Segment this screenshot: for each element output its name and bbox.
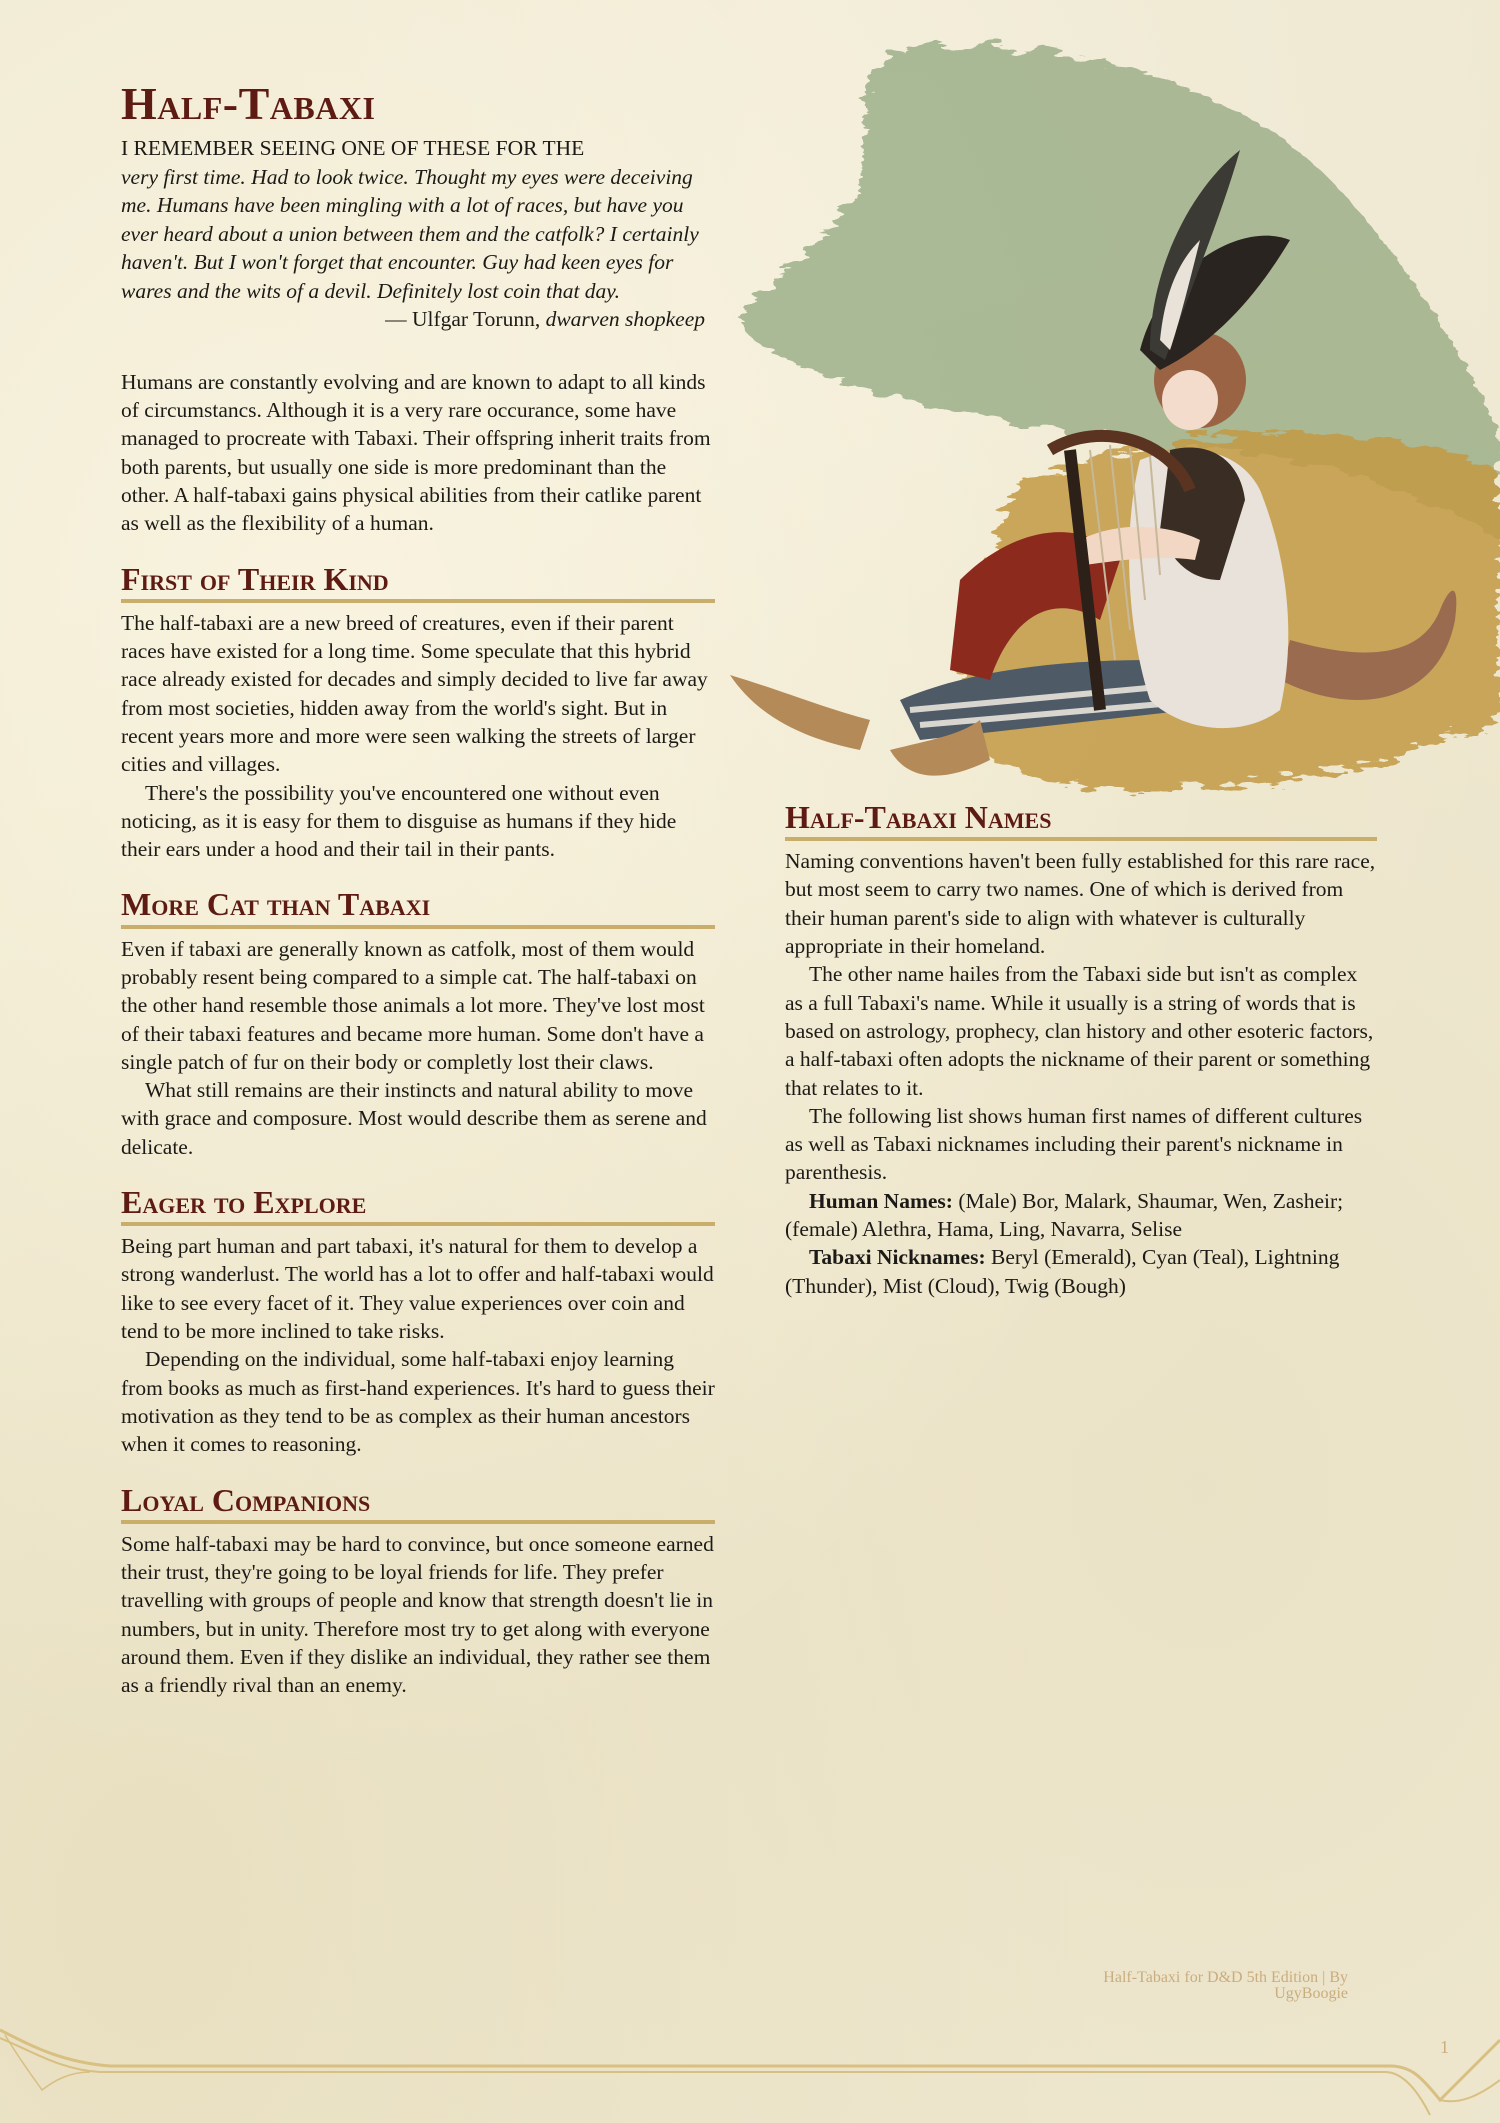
- section-paragraph: The other name hailes from the Tabaxi side but isn't as complex as a full Tabaxi's name. While it usually is a string of words that is based on astrology, prophecy, clan history and other esoteric factors, a half-tabaxi often adopts the nickname of their parent or something that relates to it.: [785, 962, 1374, 1100]
- section-paragraph: The half-tabaxi are a new breed of creatures, even if their parent races have existed for a long time. Some speculate that this hybrid race already existed for decades and simply decided to live far away from most societies, hidden away from the world's sight. But in recent years more and more were seen walking the streets of larger cities and villages.: [121, 610, 708, 777]
- quote-attribution-role: dwarven shopkeep: [545, 307, 705, 332]
- footer-ornament-divider: [0, 2020, 1500, 2123]
- footer-credit-line2: UgyBoogie: [1274, 1985, 1348, 2002]
- quote-lead: I REMEMBER SEEING ONE OF THESE FOR THE: [121, 136, 585, 161]
- human-names-list: [785, 1187, 1377, 1244]
- page-title: Half-Tabaxi: [121, 78, 376, 129]
- section-heading-half-tabaxi-names: Half-Tabaxi Names: [785, 800, 1377, 841]
- half-tabaxi-artwork-image: [720, 20, 1500, 800]
- section-paragraph: Being part human and part tabaxi, it's natural for them to develop a strong wanderlust. The world has a lot to offer and half-tabaxi would like to see every facet of it. They value experiences over coin and tend to be more inclined to take risks.: [121, 1234, 714, 1344]
- section-paragraph: There's the possibility you've encountered one without even noticing, as it is easy for them to disguise as humans if they hide their ears under a hood and their tail in their pants.: [121, 780, 677, 862]
- quote-body: very first time. Had to look twice. Thought my eyes were deceiving me. Humans have been mingling with a lot of races, but have you ever heard about a union between them and the catfolk? I certainly haven't. But I won't forget that encounter. Guy had keen eyes for wares and the wits of a devil. Definitely lost coin that day.: [121, 164, 699, 303]
- section-heading-more-cat-than-tabaxi: More Cat than Tabaxi: [121, 887, 715, 928]
- footer-credit: [1103, 1970, 1348, 2002]
- intro-paragraph: Humans are constantly evolving and are known to adapt to all kinds of circumstancs. Although it is a very rare occurance, some have managed to procreate with Tabaxi. Their offspring inherit traits from both parents, but usually one side is more predominant than the other. A half-tabaxi gains physical abilities from their catlike parent as well as the flexibility of a human.: [121, 369, 711, 536]
- human-names-value: (Male) Bor, Malark, Shaumar, Wen, Zasheir; (female) Alethra, Hama, Ling, Navarra, Selise: [785, 1188, 1344, 1242]
- human-names-label: Human Names:: [809, 1188, 953, 1213]
- section-heading-eager-to-explore: Eager to Explore: [121, 1185, 715, 1226]
- tabaxi-nicknames-label: Tabaxi Nicknames:: [809, 1245, 986, 1270]
- quote-attribution: [121, 305, 715, 334]
- section-paragraph: What still remains are their instincts and natural ability to move with grace and composure. Most would describe them as serene and delicate.: [121, 1078, 707, 1159]
- right-column: [785, 800, 1377, 1300]
- footer-credit-line1: Half-Tabaxi for D&D 5th Edition | By: [1103, 1969, 1348, 1986]
- section-heading-loyal-companions: Loyal Companions: [121, 1483, 715, 1524]
- left-column: [121, 80, 715, 1700]
- section-heading-first-of-their-kind: First of Their Kind: [121, 562, 715, 603]
- tabaxi-nicknames-list: [785, 1243, 1377, 1300]
- epigraph-quote: [121, 134, 715, 334]
- tabaxi-nicknames-value: Beryl (Emerald), Cyan (Teal), Lightning (Thunder), Mist (Cloud), Twig (Bough): [785, 1245, 1340, 1298]
- section-paragraph: The following list shows human first names of different cultures as well as Tabaxi nicknames including their parent's nickname in parenthesis.: [785, 1103, 1363, 1185]
- page-number: 1: [1440, 2037, 1449, 2057]
- section-paragraph: Even if tabaxi are generally known as catfolk, most of them would probably resent being compared to a simple cat. The half-tabaxi on the other hand resemble those animals a lot more. They've lost most of their tabaxi features and became more human. Some don't have a single patch of fur on their body or completly lost their claws.: [121, 936, 705, 1074]
- section-paragraph: Naming conventions haven't been fully established for this rare race, but most seem to carry two names. One of which is derived from their human parent's side to align with whatever is culturally appropriate in their homeland.: [785, 849, 1376, 959]
- section-paragraph: Depending on the individual, some half-tabaxi enjoy learning from books as much as first-hand experiences. It's hard to guess their motivation as they tend to be as complex as their human ancestors when it comes to reasoning.: [121, 1347, 715, 1457]
- section-paragraph: Some half-tabaxi may be hard to convince, but once someone earned their trust, they're going to be loyal friends for life. They prefer travelling with groups of people and know that strength doesn't lie in numbers, but in unity. Therefore most try to get along with everyone around them. Even if they dislike an individual, they rather see them as a friendly rival than an enemy.: [121, 1531, 714, 1698]
- quote-attribution-name: — Ulfgar Torunn,: [385, 307, 541, 332]
